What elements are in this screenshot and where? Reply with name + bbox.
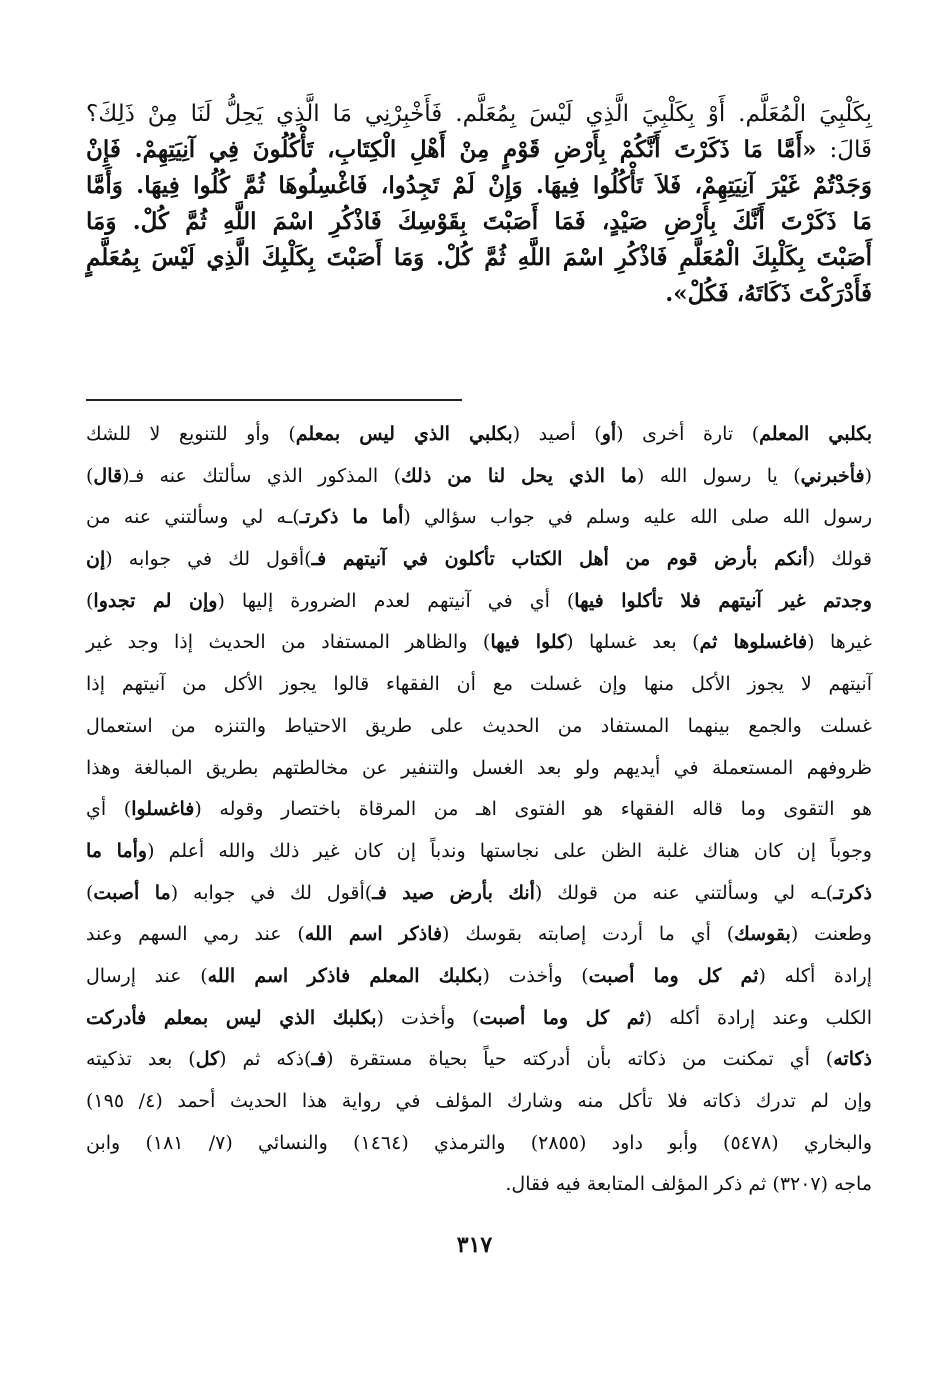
text-segment: رسول الله صلى الله عليه وسلم في جواب سؤالي ( [403, 506, 872, 529]
bold-segment: مَا ذَكَرْتَ أَنَّكَ بِأَرْضِ صَيْدٍ، فَمَا أَصَبْتَ بِقَوْسِكَ فَاذْكُرِ اسْمَ اللَّهِ ثُمَّ كُلْ. وَمَا [86, 208, 872, 235]
footnote-line [86, 456, 872, 498]
hadith-line [86, 132, 872, 168]
text-segment: ظروفهم المستعملة في أيديهم ولو بعد الغسل والتنفير عن مخالطتهم بطريق المبالغة وهذا [86, 756, 872, 779]
bold-segment: وَجَدْتُمْ غَيْرَ آنِيَتِهِمْ، فَلاَ تَأْكُلُوا فِيهَا. وَإِنْ لَمْ تَجِدُوا، فَاغْسِلُوهَا ثُمَّ كُلُوا فِيهَا. وَأَمَّا [86, 172, 872, 199]
bold-segment: بكلبك الذي ليس بمعلم فأدركت [86, 1006, 377, 1029]
text-segment: )أقول لك في جوابه ( [170, 881, 373, 904]
bold-segment: أما ما ذكرتـ [299, 506, 404, 529]
footnote-line [86, 1039, 872, 1081]
bold-segment: ما الذي يحل لنا من ذلك [401, 464, 637, 487]
hadith-line [86, 276, 872, 312]
text-segment: ) عند إرسال [86, 964, 208, 987]
footnote-line [86, 956, 872, 998]
bold-segment: كلوا فيها [490, 631, 567, 654]
text-segment: ) وأخذت ( [482, 964, 589, 987]
text-segment: ) [86, 589, 94, 612]
text-segment: الكلب وعند إرادة أكله ( [644, 1006, 872, 1029]
bold-segment: ذكاته [833, 1048, 872, 1071]
text-segment: هو التقوى وما قاله الفقهاء هو الفتوى اهـ من المرقاة باختصار وقوله ( [194, 798, 872, 821]
footnote-line [86, 789, 872, 831]
hadith-text [86, 96, 872, 312]
bold-segment: فـ [311, 1048, 327, 1071]
bold-segment: فأخبرني [800, 464, 865, 487]
footnote-line [86, 539, 872, 581]
hadith-line [86, 204, 872, 240]
text-segment: آنيتهم لا يجوز الأكل منها وإن غسلت مع أن الفقهاء قالوا يجوز الأكل من آنيتهم إذا [86, 673, 872, 696]
text-segment: ) والظاهر المستفاد من الحديث إذا وجد غير [86, 631, 491, 654]
text-segment: غسلت والجمع بينهما المستفاد من الحديث على طريق الاحتياط والتنزه من استعمال [86, 714, 872, 737]
footnote-line [86, 706, 872, 748]
text-segment: وطعنت ( [790, 923, 872, 946]
text-segment: ماجه (٣٢٠٧) ثم ذكر المؤلف المتابعة فيه فقال. [505, 1173, 872, 1196]
text-segment: ) بعد تذكيته [86, 1048, 196, 1071]
text-segment: )أقول لك في جوابه ( [105, 548, 312, 571]
text-segment: بِكَلْبِيَ الْمُعَلَّم. أَوْ بِكَلْبِيَ الَّذِي لَيْسَ بِمُعَلَّم. فَأَخْبِرْنِي مَا الَّذِي يَحِلُّ لَنَا مِنْ ذَلِكَ؟ [86, 101, 872, 127]
bold-segment: بكلبك المعلم فاذكر اسم الله [207, 964, 483, 987]
page-number: ٣١٧ [456, 1232, 493, 1258]
bold-segment: وإن لم تجدوا [93, 589, 218, 612]
text-segment: ) المذكور الذي سألتك عنه فـ( [122, 464, 402, 487]
footnote-line [86, 1164, 872, 1206]
footnote-line [86, 1123, 872, 1165]
text-segment: ) [86, 464, 94, 487]
bold-segment: «أَمَّا مَا ذَكَرْتَ أَنَّكُمْ بِأَرْضِ قَوْمٍ مِنْ أَهْلِ الْكِتَابِ، تَأْكُلُونَ فِي آنِيَتِهِمْ. فَإِنْ [86, 136, 817, 163]
bold-segment: بقوسك [734, 923, 791, 946]
text-segment: ) تارة أخرى ( [616, 423, 760, 445]
footnote-line [86, 581, 872, 623]
footnote-line [86, 914, 872, 956]
footnote-line [86, 622, 872, 664]
text-segment: ) عند رمي السهم وعند [86, 923, 305, 946]
text-segment: )ذكه ثم ( [219, 1048, 312, 1071]
bold-segment: ثم كل وما أصبت [479, 1006, 645, 1029]
bold-segment: فاغسلوا [131, 798, 195, 821]
bold-segment: كل [195, 1048, 220, 1071]
footnote-line [86, 748, 872, 790]
text-segment: ) أي تمكنت من ذكاته بأن أدركته حياً بحياة مستقرة ( [326, 1048, 834, 1071]
text-segment: إرادة أكله ( [758, 964, 872, 987]
bold-segment: ذكرتـ [833, 881, 873, 904]
text-segment: ) [86, 881, 94, 904]
text-segment: وجوباً إن كان هناك غلبة الظن على نجاستها وندباً إن كان غير ذلك والله أعلم ( [147, 839, 872, 862]
text-segment: ) أي [86, 798, 132, 821]
bold-segment: أنكم بأرض قوم من أهل الكتاب تأكلون في آنيتهم فـ [311, 548, 808, 571]
bold-segment: أَصَبْتَ بِكَلْبِكَ الْمُعَلَّمِ فَاذْكُرِ اسْمَ اللَّهِ ثُمَّ كُلْ. وَمَا أَصَبْتَ بِكَلْبِكَ الَّذِي لَيْسَ بِمُعَلَّمٍ [86, 244, 872, 271]
bold-segment: فاغسلوها ثم [699, 631, 808, 654]
text-segment: ) بعد غسلها ( [566, 631, 700, 654]
text-segment: قَالَ: [816, 137, 872, 163]
footnote-line [86, 497, 872, 539]
bold-segment: أو [601, 423, 617, 445]
text-segment: )ـه لي وسألتني عنه من قولك ( [534, 881, 834, 904]
bold-segment: ما أصبت [93, 881, 171, 904]
footnote-line [86, 1081, 872, 1123]
footnote-line [86, 831, 872, 873]
bold-segment: وأما ما [86, 839, 148, 862]
text-segment: ) وأخذت ( [376, 1006, 480, 1029]
bold-segment: وجدتم غير آنيتهم فلا تأكلوا فيها [574, 589, 872, 612]
hadith-line [86, 96, 872, 132]
hadith-line [86, 240, 872, 276]
text-segment: ) وأو للتنويع لا للشك [86, 423, 296, 445]
text-segment: والبخاري (٥٤٧٨) وأبو داود (٢٨٥٥) والترمذي (١٤٦٤) والنسائي (٧/ ١٨١) وابن [86, 1131, 872, 1154]
bold-segment: قال [93, 464, 123, 487]
text-segment: غيرها ( [807, 631, 872, 654]
text-segment: ) أي ما أردت إصابته بقوسك ( [442, 923, 735, 946]
footnote-line [86, 998, 872, 1040]
hadith-line [86, 168, 872, 204]
bold-segment: ثم كل وما أصبت [588, 964, 759, 987]
text-segment: ) أي في آنيتهم لعدم الضرورة إليها ( [217, 589, 575, 612]
bold-segment: بكلبي الذي ليس بمعلم [295, 423, 513, 445]
text-segment: ) يا رسول الله ( [636, 464, 801, 487]
footnote-line [86, 414, 872, 456]
text-segment: قولك ( [807, 548, 873, 571]
text-segment: )ـه لي وسألتني عنه من [86, 506, 300, 529]
footnote-divider [86, 399, 462, 401]
commentary-footnotes [86, 414, 872, 1206]
bold-segment: فَأَدْرَكْتَ ذَكَاتَهُ، فَكُلْ». [665, 280, 872, 307]
bold-segment: أنك بأرض صيد فـ [372, 881, 535, 904]
footnote-line [86, 664, 872, 706]
bold-segment: بكلبي المعلم [759, 423, 873, 445]
bold-segment: إن [86, 548, 106, 571]
text-segment: ) أصيد ( [512, 423, 602, 445]
footnote-line [86, 873, 872, 915]
text-segment: ( [864, 464, 873, 487]
bold-segment: فاذكر اسم الله [304, 923, 443, 946]
text-segment: وإن لم تدرك ذكاته فلا تأكل منه وشارك المؤلف في رواية هذا الحديث أحمد (٤/ ١٩٥) [86, 1090, 872, 1112]
